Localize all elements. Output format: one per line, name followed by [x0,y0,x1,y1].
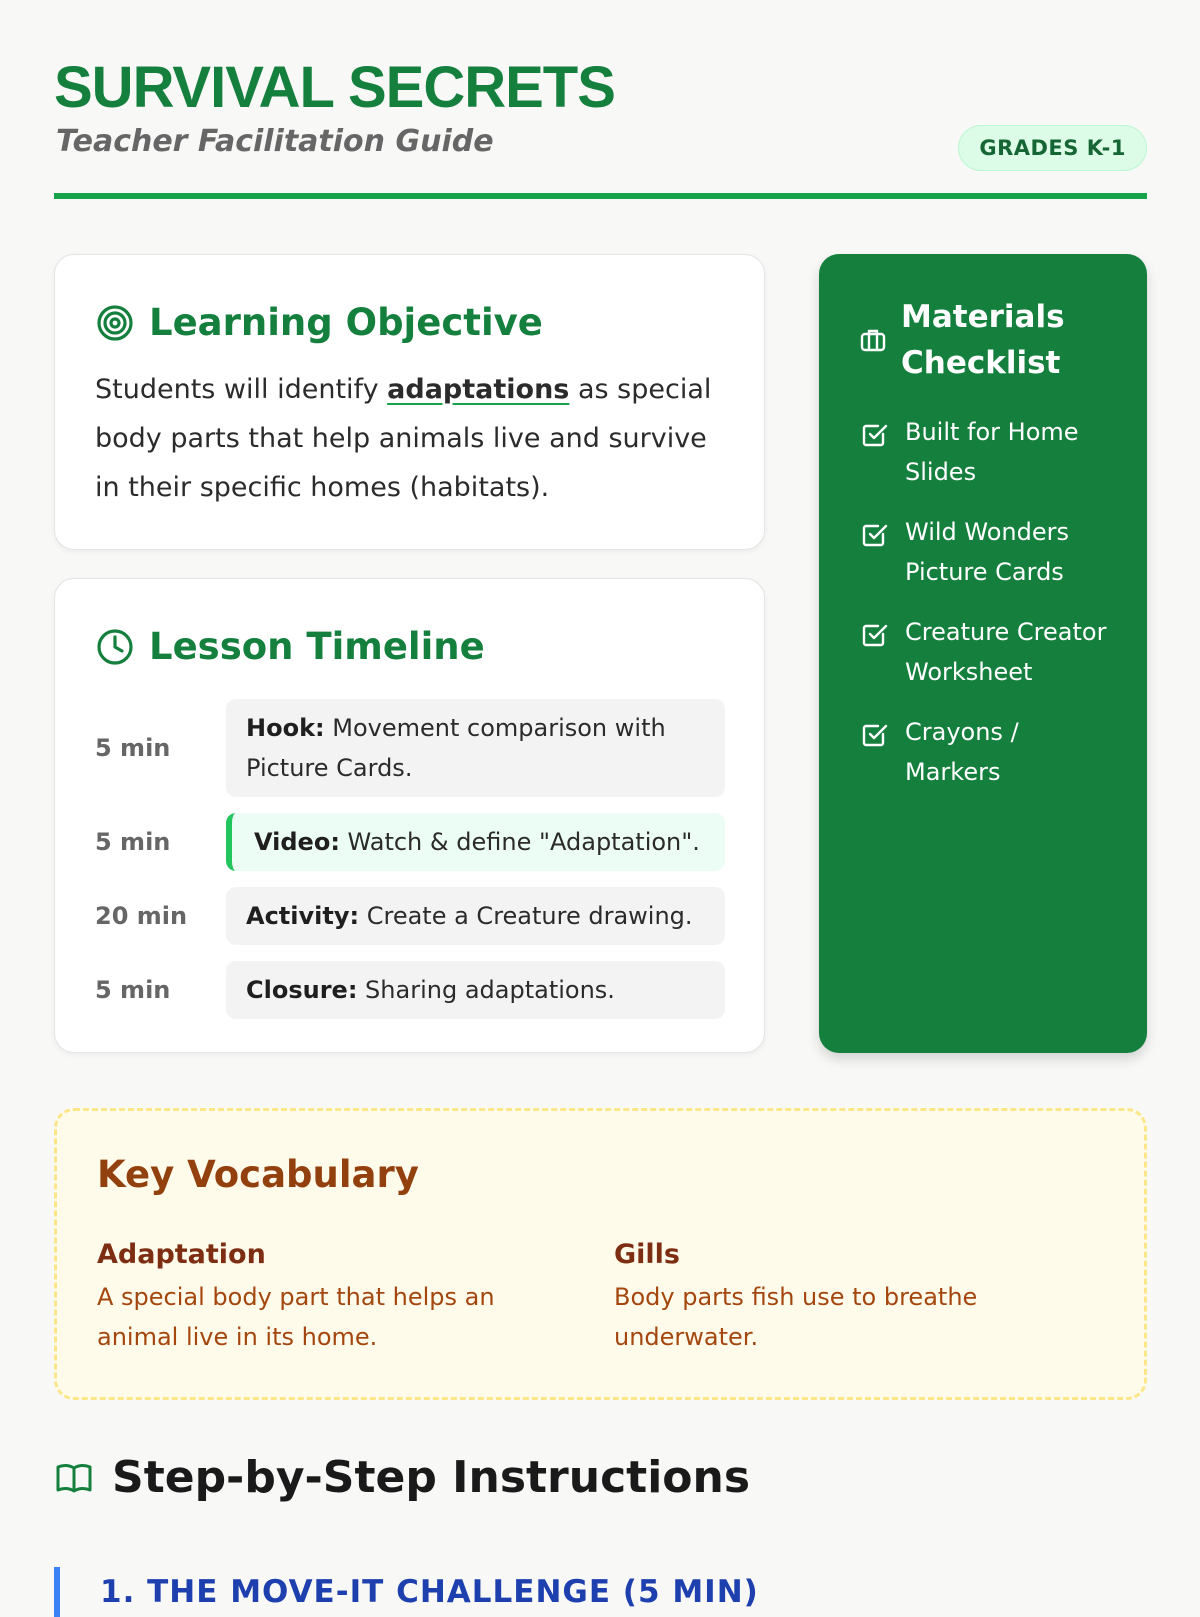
lesson-timeline-title [95,625,485,669]
target-icon [95,303,135,343]
open-book-icon [54,1458,94,1498]
grade-badge: GRADES K-1 [958,125,1147,171]
checkbox-checked-icon [859,518,891,550]
materials-item-label: Built for Home Slides [905,418,1079,486]
materials-item-label: Creature Creator Worksheet [905,618,1107,686]
timeline-step-label: Activity: [246,902,360,930]
page-header [54,0,1147,200]
timeline-duration: 20 min [95,902,188,930]
materials-checklist-card [819,254,1147,1053]
timeline-step-label: Closure: [246,976,358,1004]
page-subtitle: Teacher Facilitation Guide [56,124,494,159]
timeline-step-label: Hook: [246,714,325,742]
checkbox-checked-icon [859,718,891,750]
timeline-row [95,813,725,871]
header-divider [54,193,1147,199]
vocabulary-term-definition: A special body part that helps an animal live in its home. [97,1283,495,1351]
timeline-duration: 5 min [95,976,171,1004]
learning-objective-text [95,365,735,512]
materials-checklist-title [859,294,1081,386]
timeline-row [95,699,725,797]
timeline-step-text: Sharing adaptations. [357,976,615,1004]
timeline-step-label: Video: [254,828,340,856]
learning-objective-card [54,254,765,550]
clock-icon [95,627,135,667]
key-vocabulary-card [54,1108,1147,1400]
vocabulary-term-name: Adaptation [97,1239,266,1270]
instructions-title: Step-by-Step Instructions [112,1452,751,1503]
materials-item [859,512,1119,592]
timeline-step [226,887,725,945]
checkbox-checked-icon [859,618,891,650]
page-title: SURVIVAL SECRETS [54,55,615,120]
materials-item [859,412,1119,492]
timeline-step-text: Watch & define "Adaptation". [339,828,700,856]
key-vocabulary-title: Key Vocabulary [97,1153,419,1196]
timeline-row [95,887,725,945]
guide-page [54,0,1147,1610]
learning-objective-title [95,301,543,345]
lesson-timeline-card [54,578,765,1053]
objective-text-end: as special body parts that help animals live and survive in their specific homes (habitats). [95,374,712,503]
learning-objective-label: Learning Objective [149,301,543,344]
materials-item [859,712,1119,792]
timeline-step-current [226,813,725,871]
vocabulary-term-definition: Body parts fish use to breathe underwater. [614,1283,978,1351]
vocabulary-term [614,1237,994,1357]
materials-item [859,612,1119,692]
objective-text-start: Students will identify [95,374,388,405]
timeline-step-text: Movement comparison with Picture Cards. [246,714,666,782]
materials-item-label: Crayons / Markers [905,718,1019,786]
timeline-step-text: Create a Creature drawing. [359,902,693,930]
objective-keyword: adaptations [387,374,570,405]
timeline-row [95,961,725,1019]
instructions-heading [54,1450,750,1506]
checkbox-checked-icon [859,418,891,450]
timeline-step [226,961,725,1019]
step-title: 1. THE MOVE-IT CHALLENGE (5 MIN) [54,1567,759,1617]
lesson-timeline-label: Lesson Timeline [149,625,485,668]
materials-checklist-label: Materials Checklist [901,299,1065,381]
timeline-step [226,699,725,797]
briefcase-icon [859,326,887,354]
vocabulary-term [97,1237,577,1357]
timeline-duration: 5 min [95,828,171,856]
materials-item-label: Wild Wonders Picture Cards [905,518,1069,586]
vocabulary-term-name: Gills [614,1239,680,1270]
timeline-duration: 5 min [95,734,171,762]
